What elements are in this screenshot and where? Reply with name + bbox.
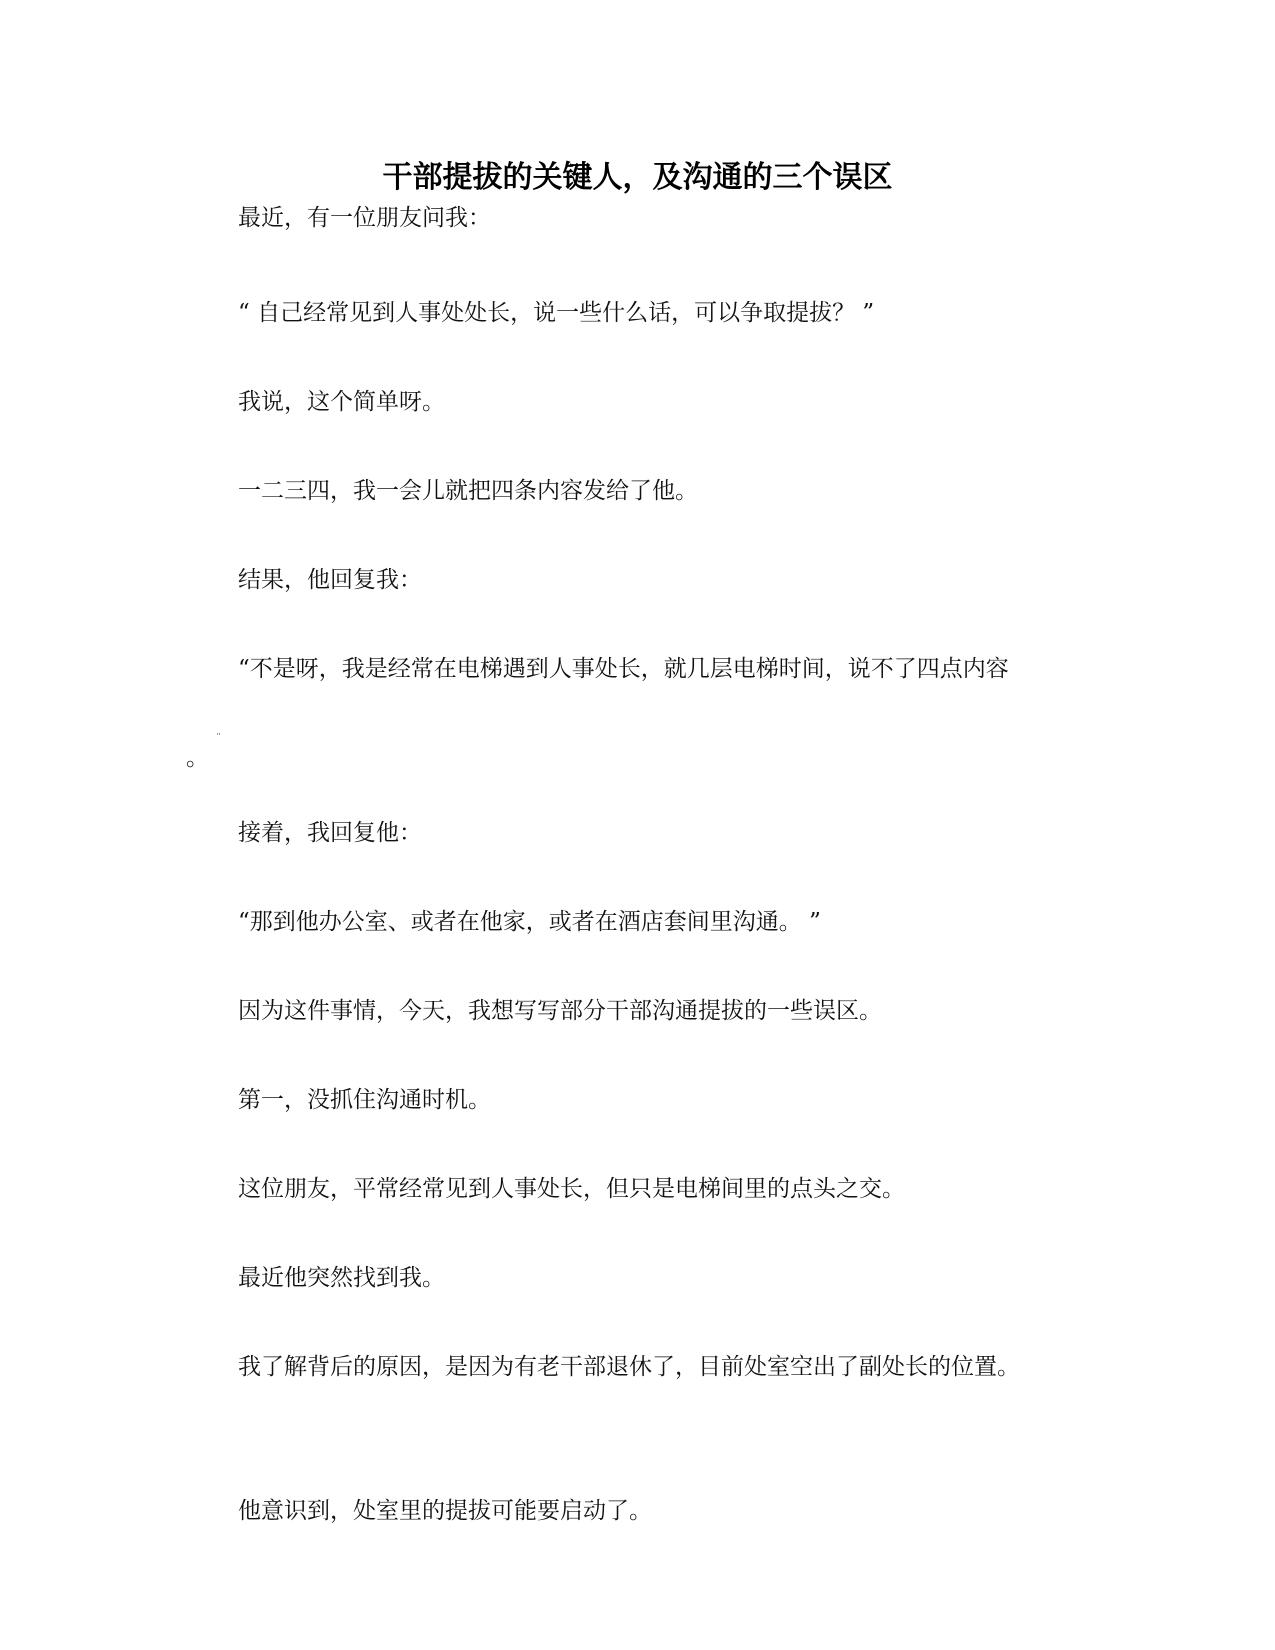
paragraph: “那到他办公室、或者在他家，或者在酒店套间里沟通。 ” — [238, 909, 821, 935]
paragraph: 接着，我回复他： — [238, 820, 422, 846]
paragraph: 最近他突然找到我。 — [238, 1265, 445, 1291]
paragraph: “不是呀，我是经常在电梯遇到人事处长，就几层电梯时间，说不了四点内容 — [238, 656, 1009, 682]
paragraph: 因为这件事情，今天，我想写写部分干部沟通提拔的一些误区。 — [238, 998, 882, 1024]
paragraph: 结果，他回复我： — [238, 567, 422, 593]
paragraph: 这位朋友，平常经常见到人事处长，但只是电梯间里的点头之交。 — [238, 1176, 905, 1202]
document-title: 干部提拔的关键人，及沟通的三个误区 — [382, 160, 893, 195]
paragraph: 我了解背后的原因，是因为有老干部退休了，目前处室空出了副处长的位置。 — [238, 1354, 1020, 1380]
paragraph: 第一，没抓住沟通时机。 — [238, 1087, 491, 1113]
paragraph: 一二三四，我一会儿就把四条内容发给了他。 — [238, 478, 698, 504]
paragraph: 最近，有一位朋友问我： — [238, 205, 491, 231]
stray-mark: ¨ — [216, 733, 221, 744]
paragraph: 他意识到，处室里的提拔可能要启动了。 — [238, 1498, 652, 1524]
paragraph: “ 自己经常见到人事处处长，说一些什么话，可以争取提拔？ ” — [238, 300, 875, 326]
paragraph-continuation: 。 — [186, 745, 209, 771]
paragraph: 我说，这个简单呀。 — [238, 389, 445, 415]
